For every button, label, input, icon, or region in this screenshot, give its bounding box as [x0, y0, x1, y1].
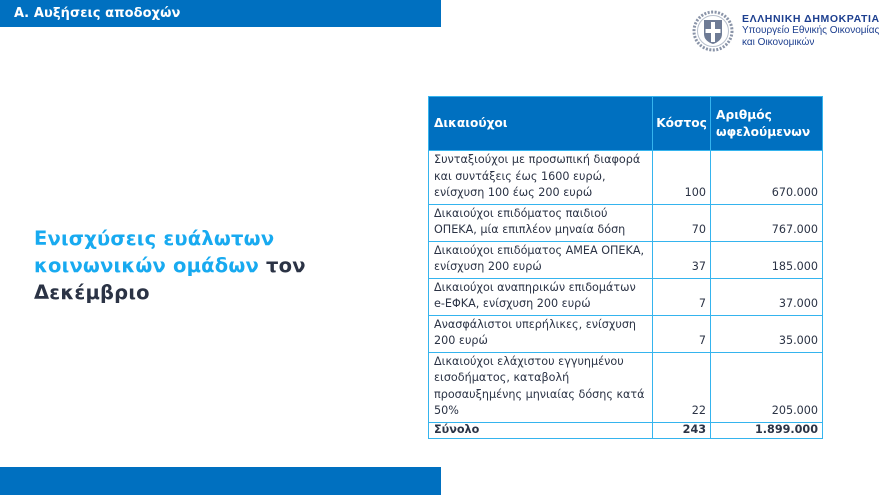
cell-recipients: 205.000 — [711, 352, 823, 422]
cell-cost: 7 — [653, 315, 711, 352]
cell-recipients: 767.000 — [711, 204, 823, 241]
logo-subtitle-line1: Υπουργείο Εθνικής Οικονομίας — [742, 25, 880, 36]
cell-recipients: 37.000 — [711, 278, 823, 315]
column-header-cost: Κόστος — [653, 97, 711, 151]
beneficiaries-table — [428, 96, 823, 439]
section-header-bar — [0, 0, 441, 27]
total-cost: 243 — [653, 422, 711, 438]
cell-cost: 37 — [653, 241, 711, 278]
table-header-row — [429, 97, 823, 151]
cell-beneficiaries: Δικαιούχοι επιδόματος ΑΜΕΑ ΟΠΕΚΑ, ενίσχυση 200 ευρώ — [429, 241, 653, 278]
table-row — [429, 204, 823, 241]
section-title: Α. Αυξήσεις αποδοχών — [14, 6, 181, 21]
cell-recipients: 185.000 — [711, 241, 823, 278]
column-header-recipients: Αριθμός ωφελούμενων — [711, 97, 823, 151]
cell-cost: 70 — [653, 204, 711, 241]
cell-cost: 22 — [653, 352, 711, 422]
column-header-beneficiaries: Δικαιούχοι — [429, 97, 653, 151]
headline-blue-line2: κοινωνικών ομάδων — [34, 254, 260, 277]
table-row — [429, 315, 823, 352]
headline-dark-part: τον Δεκέμβριο — [34, 254, 306, 304]
footer-bar — [0, 467, 441, 495]
cell-beneficiaries: Δικαιούχοι ελάχιστου εγγυημένου εισοδήματος, καταβολή προσαυξημένης μηνιαίας δόσης κατά 50% — [429, 352, 653, 422]
total-label: Σύνολο — [429, 422, 653, 438]
cell-cost: 100 — [653, 151, 711, 205]
logo-subtitle-line2: και Οικονομικών — [742, 37, 815, 48]
total-recipients: 1.899.000 — [711, 422, 823, 438]
table-row — [429, 151, 823, 205]
cell-beneficiaries: Συνταξιούχοι με προσωπική διαφορά και συντάξεις έως 1600 ευρώ, ενίσχυση 100 έως 200 ευρώ — [429, 151, 653, 205]
table-row — [429, 241, 823, 278]
cell-recipients: 35.000 — [711, 315, 823, 352]
table-row — [429, 352, 823, 422]
page-headline — [34, 225, 414, 306]
table-total-row — [429, 422, 823, 438]
table-row — [429, 278, 823, 315]
ministry-logo — [692, 10, 880, 52]
cell-beneficiaries: Δικαιούχοι επιδόματος παιδιού ΟΠΕΚΑ, μία επιπλέον μηναία δόση — [429, 204, 653, 241]
cell-beneficiaries: Δικαιούχοι αναπηρικών επιδομάτων e-ΕΦΚΑ, ενίσχυση 200 ευρώ — [429, 278, 653, 315]
cell-cost: 7 — [653, 278, 711, 315]
cell-beneficiaries: Ανασφάλιστοι υπερήλικες, ενίσχυση 200 ευρώ — [429, 315, 653, 352]
headline-blue-line1: Ενισχύσεις ευάλωτων — [34, 227, 275, 250]
cell-recipients: 670.000 — [711, 151, 823, 205]
greek-coat-of-arms-icon — [692, 10, 734, 52]
logo-title: ΕΛΛΗΝΙΚΗ ΔΗΜΟΚΡΑΤΙΑ — [742, 13, 880, 25]
